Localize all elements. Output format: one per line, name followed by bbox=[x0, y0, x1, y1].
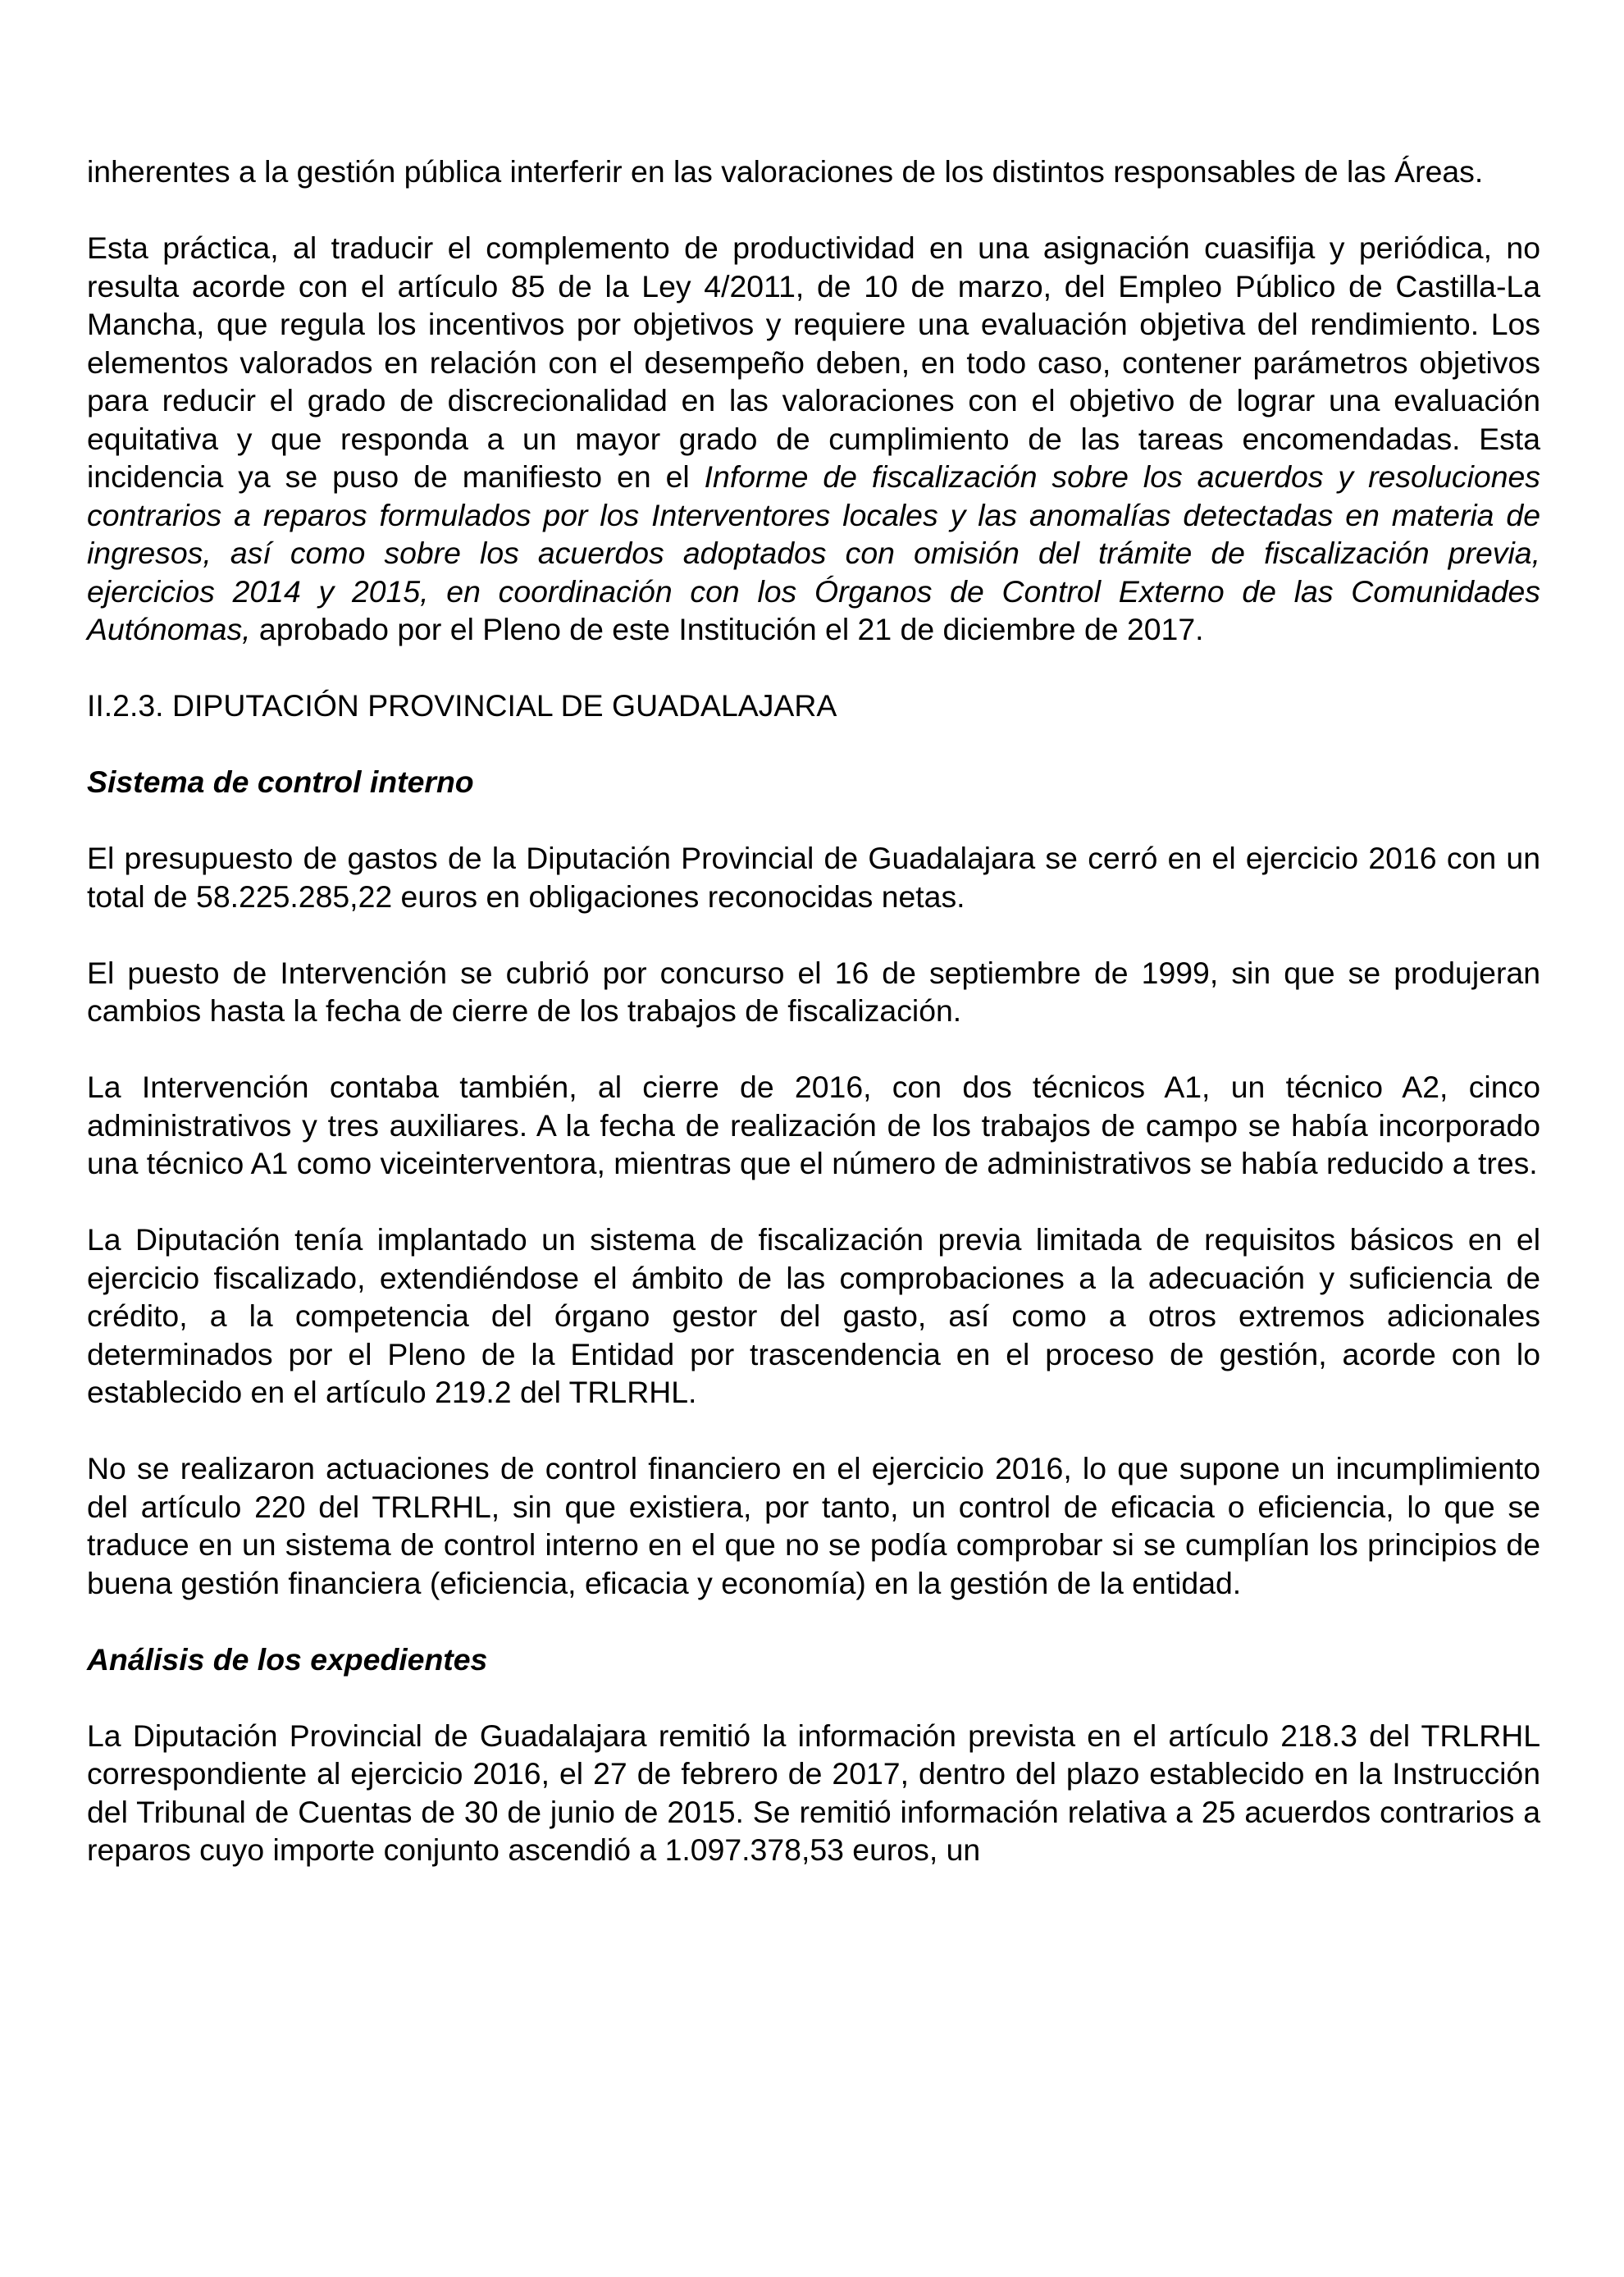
paragraph-continuation: inherentes a la gestión pública interferir en las valoraciones de los distintos responsables de las Áreas. bbox=[87, 154, 1484, 189]
paragraph-puesto: El puesto de Intervención se cubrió por concurso el 16 de septiembre de 1999, sin que se produjeran cambios hasta la fecha de cierre de los trabajos de fiscalización. bbox=[87, 955, 1540, 1028]
paragraph-informacion: La Diputación Provincial de Guadalajara remitió la información prevista en el artículo 218.3 del TRLRHL correspondiente al ejercicio 2016, el 27 de febrero de 2017, dentro del plazo establecido en la Instrucción del Tribunal de Cuentas de 30 de junio de 2015. Se remitió información relativa a 25 acuerdos contrarios a reparos cuyo importe conjunto ascendió a 1.097.378,53 euros, un bbox=[87, 1718, 1540, 1867]
paragraph-text: aprobado por el Pleno de este Institución el 21 de diciembre de 2017. bbox=[250, 612, 1204, 646]
paragraph-text: Esta práctica, al traducir el complemento de productividad en una asignación cuasifija y periódica, no resulta acorde con el artículo 85 de la Ley 4/2011, de 10 de marzo, del Empleo Público de Castilla-La Mancha, que regula los incentivos por objetivos y requiere una evaluación objetiva del rendimiento. Los elementos valorados en relación con el desempeño deben, en todo caso, contener parámetros objetivos para reducir el grado de discrecionalidad en las valoraciones con el objetivo de lograr una evaluación equitativa y que responda a un mayor grado de cumplimiento de las tareas encomendadas. Esta incidencia ya se puso de manifiesto en el bbox=[87, 230, 1540, 494]
paragraph-control-financiero: No se realizaron actuaciones de control financiero en el ejercicio 2016, lo que supone un incumplimiento del artículo 220 del TRLRHL, sin que existiera, por tanto, un control de eficacia o eficiencia, lo que se traduce en un sistema de control interno en el que no se podía comprobar si se cumplían los principios de buena gestión financiera (eficiencia, eficacia y economía) en la gestión de la entidad. bbox=[87, 1451, 1540, 1600]
paragraph-personal: La Intervención contaba también, al cierre de 2016, con dos técnicos A1, un técnico A2, cinco administrativos y tres auxiliares. A la fecha de realización de los trabajos de campo se había incorporado una técnico A1 como viceinterventora, mientras que el número de administrativos se había reducido a tres. bbox=[87, 1070, 1540, 1180]
paragraph-productividad bbox=[87, 229, 1540, 649]
subheading-analisis: Análisis de los expedientes bbox=[87, 1641, 488, 1677]
document-page bbox=[87, 153, 1540, 1869]
section-title: DIPUTACIÓN PROVINCIAL DE GUADALAJARA bbox=[172, 688, 837, 723]
paragraph-presupuesto: El presupuesto de gastos de la Diputación Provincial de Guadalajara se cerró en el ejercicio 2016 con un total de 58.225.285,22 euros en obligaciones reconocidas netas. bbox=[87, 841, 1540, 914]
report-title-italic: Informe de fiscalización sobre los acuerdos y resoluciones contrarios a reparos formulados por los Interventores locales y las anomalías detectadas en materia de ingresos, así como sobre los acuerdos adoptados con omisión del trámite de fiscalización previa, ejercicios 2014 y 2015, en coordinación con los Órganos de Control Externo de las Comunidades Autónomas, bbox=[87, 459, 1540, 646]
subheading-control-interno: Sistema de control interno bbox=[87, 764, 474, 799]
section-number: II.2.3. bbox=[87, 688, 164, 723]
paragraph-fiscalizacion: La Diputación tenía implantado un sistema de fiscalización previa limitada de requisitos básicos en el ejercicio fiscalizado, extendiéndose el ámbito de las comprobaciones a la adecuación y suficiencia de crédito, a la competencia del órgano gestor del gasto, así como a otros extremos adicionales determinados por el Pleno de la Entidad por trascendencia en el proceso de gestión, acorde con lo establecido en el artículo 219.2 del TRLRHL. bbox=[87, 1222, 1540, 1409]
section-heading bbox=[87, 687, 1540, 725]
